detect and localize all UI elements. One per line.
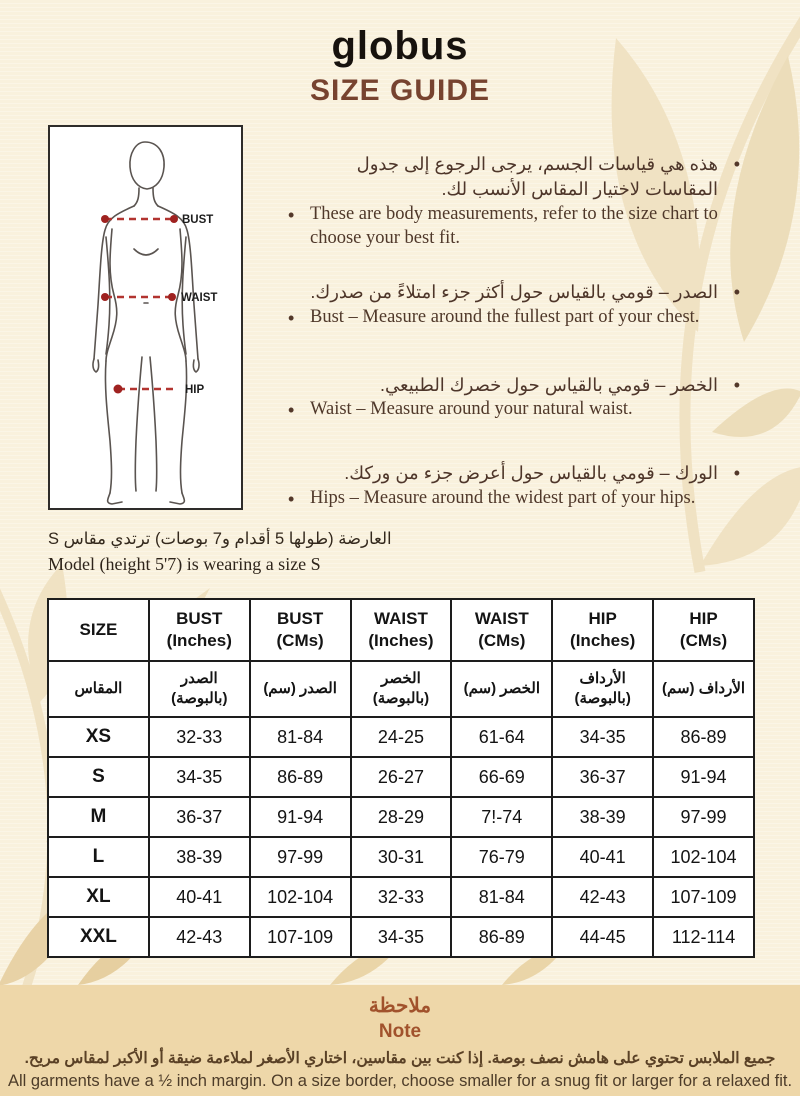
- table-row-m: [48, 797, 754, 837]
- header-line1: HIP: [689, 608, 718, 628]
- note-panel: [0, 985, 800, 1096]
- bullet-arabic: [288, 152, 740, 202]
- note-body-arabic: جميع الملابس تحتوي على هامش نصف بوصة. إذا كنت بين مقاسين، اختاري الأصغر لملاءمة ضيقة أو الأكبر لمقاس مريح.: [24, 1049, 776, 1067]
- size-cell: M: [48, 797, 149, 837]
- header-line2: (CMs): [478, 631, 526, 650]
- column-header: [451, 599, 552, 661]
- bullet-text-ar: هذه هي قياسات الجسم، يرجى الرجوع إلى جدول المقاسات لاختيار المقاس الأنسب لك.: [356, 154, 718, 199]
- bullet-text-ar: الخصر – قومي بالقياس حول خصرك الطبيعي.: [380, 374, 718, 395]
- brand-logo: globus: [331, 24, 469, 68]
- list-item-bust: [288, 280, 740, 330]
- table-row-l: [48, 837, 754, 877]
- table-cell: 81-84: [250, 717, 351, 757]
- column-header: [351, 599, 452, 661]
- measure-dot-icon: [101, 215, 178, 394]
- size-cell: XL: [48, 877, 149, 917]
- bullet-text-ar: الورك – قومي بالقياس حول أعرض جزء من وركك.: [344, 462, 718, 483]
- bullet-text-en: Hips – Measure around the widest part of your hips.: [310, 487, 696, 508]
- bullet-english: [288, 397, 740, 422]
- table-cell: 34-35: [552, 717, 653, 757]
- table-row-s: [48, 757, 754, 797]
- table-cell: 107-109: [250, 917, 351, 957]
- size-cell: L: [48, 837, 149, 877]
- table-cell: 86-89: [451, 917, 552, 957]
- table-cell: 38-39: [149, 837, 250, 877]
- table-cell: 42-43: [149, 917, 250, 957]
- table-header-row-arabic: [48, 661, 754, 717]
- size-cell: S: [48, 757, 149, 797]
- table-cell: 112-114: [653, 917, 754, 957]
- bullet-arabic: [288, 373, 740, 398]
- header-line2: (Inches): [368, 631, 434, 650]
- body-measurement-diagram: [48, 125, 243, 510]
- column-header-ar: الصدر (بالبوصة): [149, 661, 250, 717]
- table-cell: 102-104: [250, 877, 351, 917]
- bullet-icon: •: [733, 374, 740, 395]
- model-note: [48, 528, 468, 576]
- waist-label: WAIST: [181, 292, 218, 304]
- table-cell: 91-94: [250, 797, 351, 837]
- table-cell: 97-99: [653, 797, 754, 837]
- bullet-arabic: [288, 280, 740, 305]
- column-header: [250, 599, 351, 661]
- table-cell: 28-29: [351, 797, 452, 837]
- table-cell: 34-35: [351, 917, 452, 957]
- table-cell: 102-104: [653, 837, 754, 877]
- page-title: SIZE GUIDE: [309, 74, 491, 107]
- note-body-english: All garments have a ½ inch margin. On a size border, choose smaller for a snug fit or larger for a relaxed fit.: [7, 1072, 793, 1091]
- note-title-english: Note: [378, 1021, 422, 1042]
- header-line1: BUST: [276, 608, 324, 628]
- bullet-english: [288, 202, 740, 251]
- header-line2: (Inches): [166, 631, 232, 650]
- table-cell: 61-64: [451, 717, 552, 757]
- table-cell: 81-84: [451, 877, 552, 917]
- table-cell: 86-89: [250, 757, 351, 797]
- bullet-text-en: These are body measurements, refer to the size chart to choose your best fit.: [310, 203, 718, 249]
- table-cell: 91-94: [653, 757, 754, 797]
- header-line1: SIZE: [79, 619, 118, 639]
- bullet-icon: •: [288, 488, 295, 509]
- table-header-row-english: [48, 599, 754, 661]
- bullet-icon: •: [288, 308, 295, 329]
- column-header-ar: المقاس: [48, 661, 149, 717]
- bullet-icon: •: [733, 282, 740, 303]
- table-cell: 44-45: [552, 917, 653, 957]
- bullet-icon: •: [733, 154, 740, 174]
- table-cell: 34-35: [149, 757, 250, 797]
- header-line2: (Inches): [570, 631, 636, 650]
- header-line1: HIP: [588, 608, 617, 628]
- bullet-icon: •: [288, 400, 295, 421]
- table-row-xl: [48, 877, 754, 917]
- column-header: [552, 599, 653, 661]
- header-line1: WAIST: [474, 608, 529, 628]
- header-line1: BUST: [176, 608, 223, 628]
- column-header: [48, 599, 149, 661]
- table-cell: 97-99: [250, 837, 351, 877]
- model-note-arabic: العارضة (طولها 5 أقدام و7 بوصات) ترتدي مقاس S: [48, 530, 392, 548]
- hip-label: HIP: [185, 384, 205, 396]
- table-cell: 40-41: [149, 877, 250, 917]
- table-cell: 107-109: [653, 877, 754, 917]
- model-note-english: Model (height 5'7) is wearing a size S: [48, 553, 321, 574]
- table-cell: 32-33: [351, 877, 452, 917]
- table-row-xs: [48, 717, 754, 757]
- column-header-ar: الصدر (سم): [250, 661, 351, 717]
- column-header-ar: الخصر (بالبوصة): [351, 661, 452, 717]
- size-cell: XXL: [48, 917, 149, 957]
- list-item-hip: [288, 461, 740, 511]
- bullet-english: [288, 305, 740, 330]
- bust-label: BUST: [182, 214, 214, 226]
- female-figure-icon: [50, 127, 241, 508]
- table-cell: 24-25: [351, 717, 452, 757]
- column-header-ar: الأرداف (سم): [653, 661, 754, 717]
- size-chart-table: [47, 598, 755, 958]
- list-item-waist: [288, 373, 740, 423]
- size-cell: XS: [48, 717, 149, 757]
- table-cell: 42-43: [552, 877, 653, 917]
- table-cell: 36-37: [149, 797, 250, 837]
- column-header-ar: الخصر (سم): [451, 661, 552, 717]
- note-title-arabic: ملاحظة: [368, 995, 432, 1017]
- table-cell: 40-41: [552, 837, 653, 877]
- column-header: [149, 599, 250, 661]
- table-cell: 86-89: [653, 717, 754, 757]
- table-cell: 76-79: [451, 837, 552, 877]
- column-header-ar: الأرداف (بالبوصة): [552, 661, 653, 717]
- table-cell: 26-27: [351, 757, 452, 797]
- table-cell: 66-69: [451, 757, 552, 797]
- bullet-text-ar: الصدر – قومي بالقياس حول أكثر جزء امتلاءً من صدرك.: [310, 282, 718, 303]
- table-row-xxl: [48, 917, 754, 957]
- table-cell: 38-39: [552, 797, 653, 837]
- table-cell: 32-33: [149, 717, 250, 757]
- instructions-list: [288, 152, 740, 541]
- table-cell: 36-37: [552, 757, 653, 797]
- column-header: [653, 599, 754, 661]
- bullet-icon: •: [733, 462, 740, 483]
- bullet-icon: •: [288, 204, 295, 225]
- bullet-arabic: [288, 461, 740, 486]
- bullet-text-en: Waist – Measure around your natural waist.: [310, 399, 633, 420]
- header-line1: WAIST: [374, 608, 428, 628]
- bullet-text-en: Bust – Measure around the fullest part of your chest.: [310, 307, 700, 328]
- list-item-general: [288, 152, 740, 250]
- table-cell: 7!-74: [451, 797, 552, 837]
- header-line2: (CMs): [276, 631, 324, 650]
- table-cell: 30-31: [351, 837, 452, 877]
- bullet-english: [288, 486, 740, 511]
- header-line2: (CMs): [679, 631, 728, 650]
